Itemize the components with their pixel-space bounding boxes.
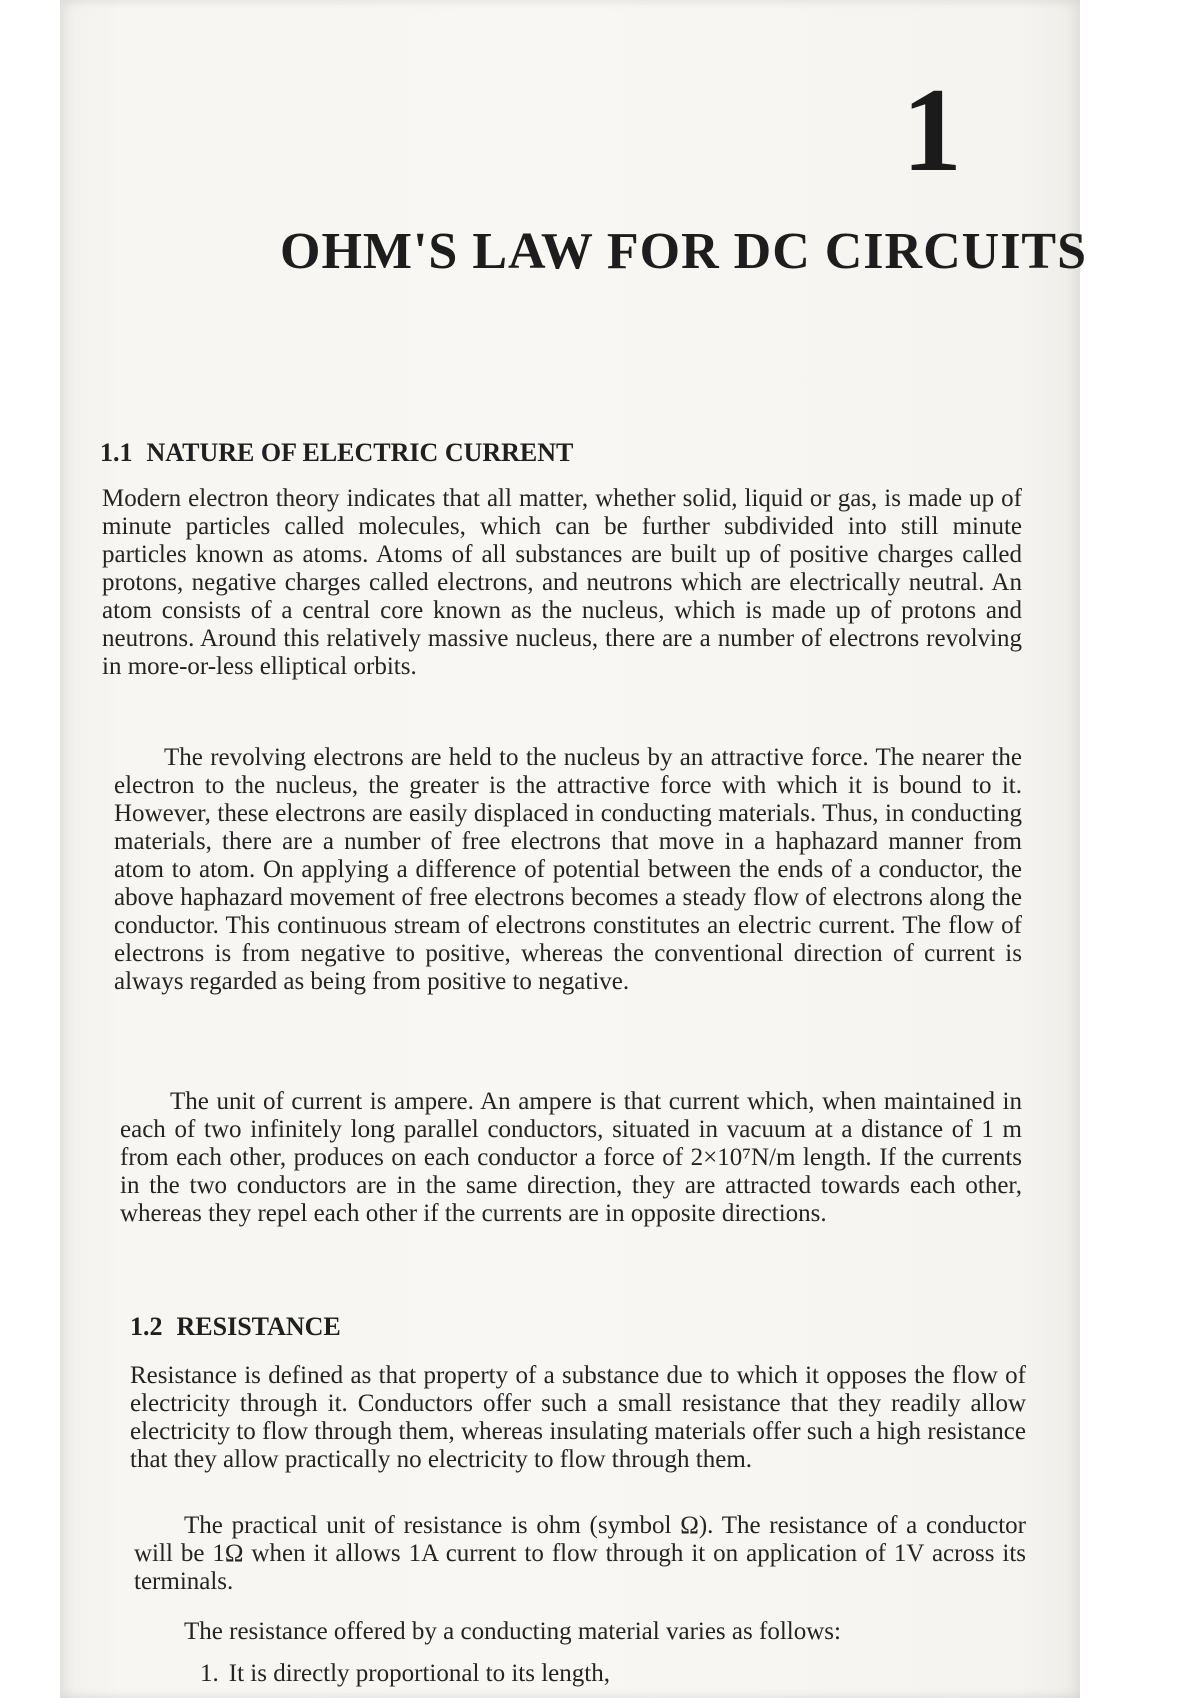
chapter-title: OHM'S LAW FOR DC CIRCUITS (280, 223, 1088, 280)
paragraph: Resistance is defined as that property of a substance due to which it opposes the flow of electricity through it. Conductors offer such a small resistance that they readily allow electricity to flow through them, whereas insulating materials offer such a high resistance that they allow practically no electricity to flow through them. (130, 1362, 1026, 1473)
section-heading-1-2 (130, 1312, 341, 1342)
paragraph: The unit of current is ampere. An ampere is that current which, when maintained in each of two infinitely long parallel conductors, situated in vacuum at a distance of 1 m from each other, produces on each conductor a force of 2×10⁷N/m length. If the currents in the two conductors are in the same direction, they are attracted towards each other, whereas they repel each other if the currents are in opposite directions. (120, 1088, 1022, 1227)
paragraph: The resistance offered by a conducting material varies as follows: (184, 1618, 841, 1645)
paragraph: The revolving electrons are held to the nucleus by an attractive force. The nearer the electron to the nucleus, the greater is the attractive force with which it is bound to it. However, these electrons are easily displaced in conducting materials. Thus, in conducting materials, there are a number of free electrons that move in a haphazard manner from atom to atom. On applying a difference of potential between the ends of a conductor, the above haphazard movement of free electrons becomes a steady flow of electrons along the conductor. This continuous stream of electrons constitutes an electric current. The flow of electrons is from negative to positive, whereas the conventional direction of current is always regarded as being from positive to negative. (114, 744, 1022, 995)
list-marker: 1. (200, 1660, 219, 1687)
section-heading-1-1 (100, 438, 573, 468)
section-title: NATURE OF ELECTRIC CURRENT (146, 438, 574, 467)
book-page (60, 0, 1088, 1698)
paragraph: Modern electron theory indicates that all matter, whether solid, liquid or gas, is made up of minute particles called molecules, which can be further subdivided into still minute particles known as atoms. Atoms of all substances are built up of positive charges called protons, negative charges called electrons, and neutrons which are electrically neutral. An atom consists of a central core known as the nucleus, which is made up of protons and neutrons. Around this relatively massive nucleus, there are a number of electrons revolving in more-or-less elliptical orbits. (102, 485, 1022, 680)
section-title: RESISTANCE (176, 1312, 341, 1341)
list-item (200, 1660, 610, 1688)
section-number: 1.1 (100, 438, 133, 467)
chapter-number: 1 (902, 63, 962, 196)
paragraph: The practical unit of resistance is ohm (symbol Ω). The resistance of a conductor will be 1Ω when it allows 1A current to flow through it on application of 1V across its terminals. (134, 1512, 1026, 1595)
list-text: It is directly proportional to its length, (228, 1660, 610, 1687)
section-number: 1.2 (130, 1312, 163, 1341)
